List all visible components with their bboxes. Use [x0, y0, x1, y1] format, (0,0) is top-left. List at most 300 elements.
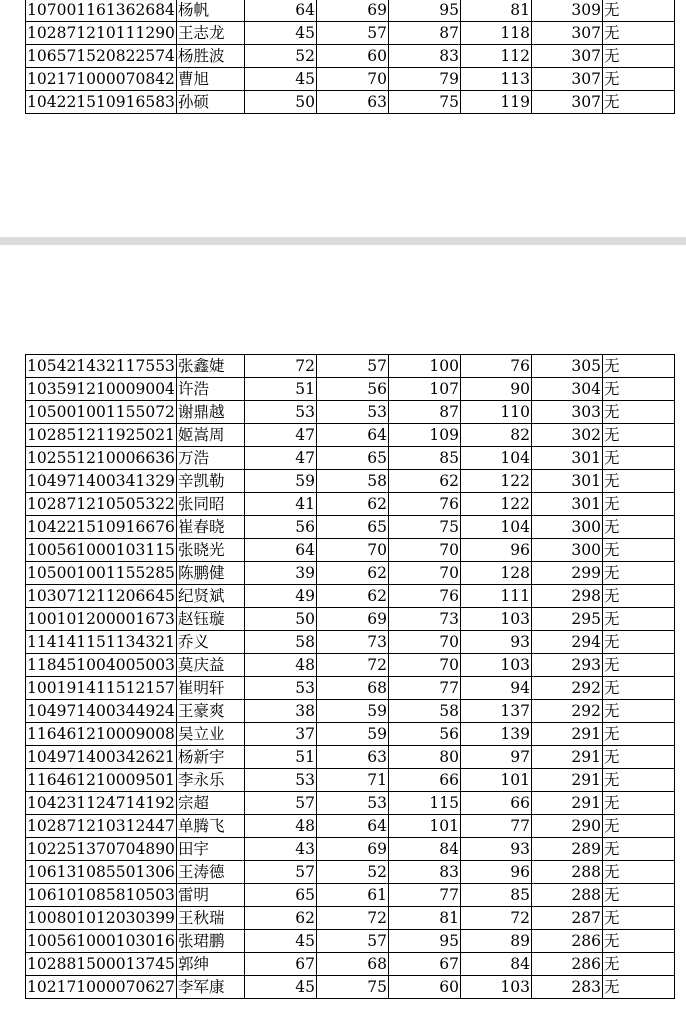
- note-cell: 无: [602, 424, 674, 447]
- score-4-cell: 85: [460, 884, 531, 907]
- candidate-id-cell: 106101085810503: [26, 884, 177, 907]
- total-score-cell: 302: [531, 424, 602, 447]
- note-cell: 无: [602, 22, 674, 45]
- score-1-cell: 49: [244, 585, 316, 608]
- score-2-cell: 64: [316, 424, 388, 447]
- candidate-id-cell: 100561000103115: [26, 539, 177, 562]
- score-3-cell: 100: [388, 355, 460, 378]
- score-4-cell: 103: [460, 608, 531, 631]
- score-2-cell: 53: [316, 792, 388, 815]
- total-score-cell: 305: [531, 355, 602, 378]
- table-row: [26, 654, 675, 677]
- candidate-id-cell: 104971400344924: [26, 700, 177, 723]
- note-cell: 无: [602, 792, 674, 815]
- candidate-id-cell: 102851211925021: [26, 424, 177, 447]
- table-row: [26, 769, 675, 792]
- table-row: [26, 838, 675, 861]
- candidate-id-cell: 104221510916676: [26, 516, 177, 539]
- score-1-cell: 65: [244, 884, 316, 907]
- table-row: [26, 677, 675, 700]
- total-score-cell: 291: [531, 769, 602, 792]
- note-cell: 无: [602, 585, 674, 608]
- note-cell: 无: [602, 447, 674, 470]
- note-cell: 无: [602, 0, 674, 22]
- total-score-cell: 286: [531, 953, 602, 976]
- candidate-name-cell: 杨新宇: [176, 746, 244, 769]
- table-row: [26, 976, 675, 999]
- candidate-id-cell: 100101200001673: [26, 608, 177, 631]
- total-score-cell: 288: [531, 884, 602, 907]
- note-cell: 无: [602, 562, 674, 585]
- table-row: [26, 355, 675, 378]
- total-score-cell: 307: [531, 45, 602, 68]
- score-2-cell: 65: [316, 516, 388, 539]
- candidate-name-cell: 许浩: [176, 378, 244, 401]
- note-cell: 无: [602, 45, 674, 68]
- score-2-cell: 61: [316, 884, 388, 907]
- score-4-cell: 93: [460, 631, 531, 654]
- candidate-id-cell: 100801012030399: [26, 907, 177, 930]
- candidate-name-cell: 纪贤斌: [176, 585, 244, 608]
- total-score-cell: 288: [531, 861, 602, 884]
- score-4-cell: 112: [460, 45, 531, 68]
- score-3-cell: 84: [388, 838, 460, 861]
- table-row: [26, 884, 675, 907]
- score-4-cell: 104: [460, 516, 531, 539]
- score-3-cell: 58: [388, 700, 460, 723]
- score-3-cell: 67: [388, 953, 460, 976]
- score-1-cell: 39: [244, 562, 316, 585]
- score-4-cell: 89: [460, 930, 531, 953]
- score-3-cell: 70: [388, 562, 460, 585]
- total-score-cell: 303: [531, 401, 602, 424]
- table-row: [26, 516, 675, 539]
- score-4-cell: 122: [460, 493, 531, 516]
- candidate-name-cell: 王涛德: [176, 861, 244, 884]
- score-3-cell: 81: [388, 907, 460, 930]
- score-4-cell: 119: [460, 91, 531, 114]
- score-1-cell: 64: [244, 0, 316, 22]
- score-4-cell: 96: [460, 861, 531, 884]
- score-4-cell: 101: [460, 769, 531, 792]
- score-3-cell: 77: [388, 884, 460, 907]
- total-score-cell: 291: [531, 723, 602, 746]
- total-score-cell: 289: [531, 838, 602, 861]
- candidate-name-cell: 姬嵩周: [176, 424, 244, 447]
- candidate-id-cell: 102871210111290: [26, 22, 177, 45]
- note-cell: 无: [602, 493, 674, 516]
- score-3-cell: 95: [388, 930, 460, 953]
- score-3-cell: 77: [388, 677, 460, 700]
- total-score-cell: 286: [531, 930, 602, 953]
- score-table-bottom-body: [26, 355, 675, 999]
- score-2-cell: 69: [316, 608, 388, 631]
- note-cell: 无: [602, 976, 674, 999]
- note-cell: 无: [602, 470, 674, 493]
- score-4-cell: 93: [460, 838, 531, 861]
- total-score-cell: 287: [531, 907, 602, 930]
- score-4-cell: 72: [460, 907, 531, 930]
- score-4-cell: 118: [460, 22, 531, 45]
- table-row: [26, 585, 675, 608]
- table-row: [26, 792, 675, 815]
- table-row: [26, 470, 675, 493]
- candidate-name-cell: 田宇: [176, 838, 244, 861]
- score-1-cell: 62: [244, 907, 316, 930]
- score-3-cell: 83: [388, 45, 460, 68]
- table-row: [26, 45, 675, 68]
- total-score-cell: 298: [531, 585, 602, 608]
- score-4-cell: 137: [460, 700, 531, 723]
- score-2-cell: 59: [316, 723, 388, 746]
- candidate-name-cell: 谢鼎越: [176, 401, 244, 424]
- candidate-name-cell: 万浩: [176, 447, 244, 470]
- page-bottom-section: [0, 245, 686, 1013]
- candidate-id-cell: 116461210009501: [26, 769, 177, 792]
- note-cell: 无: [602, 608, 674, 631]
- candidate-name-cell: 吴立业: [176, 723, 244, 746]
- total-score-cell: 291: [531, 746, 602, 769]
- page-separator: [0, 237, 686, 245]
- total-score-cell: 304: [531, 378, 602, 401]
- note-cell: 无: [602, 91, 674, 114]
- score-table-bottom: [25, 354, 675, 999]
- total-score-cell: 295: [531, 608, 602, 631]
- score-2-cell: 73: [316, 631, 388, 654]
- score-3-cell: 76: [388, 585, 460, 608]
- candidate-id-cell: 104971400342621: [26, 746, 177, 769]
- candidate-name-cell: 单腾飞: [176, 815, 244, 838]
- score-1-cell: 45: [244, 22, 316, 45]
- score-4-cell: 103: [460, 654, 531, 677]
- score-4-cell: 94: [460, 677, 531, 700]
- score-table-top-body: [26, 0, 675, 114]
- table-row: [26, 91, 675, 114]
- score-2-cell: 57: [316, 22, 388, 45]
- score-1-cell: 64: [244, 539, 316, 562]
- candidate-id-cell: 102171000070842: [26, 68, 177, 91]
- score-1-cell: 50: [244, 608, 316, 631]
- score-1-cell: 53: [244, 769, 316, 792]
- candidate-name-cell: 崔明轩: [176, 677, 244, 700]
- score-3-cell: 87: [388, 22, 460, 45]
- score-3-cell: 75: [388, 91, 460, 114]
- score-1-cell: 48: [244, 815, 316, 838]
- table-row: [26, 631, 675, 654]
- score-table-top: [25, 0, 675, 114]
- score-2-cell: 69: [316, 838, 388, 861]
- candidate-id-cell: 116461210009008: [26, 723, 177, 746]
- table-row: [26, 22, 675, 45]
- score-3-cell: 70: [388, 631, 460, 654]
- note-cell: 无: [602, 838, 674, 861]
- score-1-cell: 59: [244, 470, 316, 493]
- score-3-cell: 85: [388, 447, 460, 470]
- score-4-cell: 110: [460, 401, 531, 424]
- score-1-cell: 53: [244, 677, 316, 700]
- score-4-cell: 84: [460, 953, 531, 976]
- score-3-cell: 66: [388, 769, 460, 792]
- score-1-cell: 37: [244, 723, 316, 746]
- score-3-cell: 80: [388, 746, 460, 769]
- score-1-cell: 41: [244, 493, 316, 516]
- score-1-cell: 67: [244, 953, 316, 976]
- table-row: [26, 68, 675, 91]
- note-cell: 无: [602, 654, 674, 677]
- candidate-name-cell: 张鑫婕: [176, 355, 244, 378]
- note-cell: 无: [602, 378, 674, 401]
- score-2-cell: 71: [316, 769, 388, 792]
- score-3-cell: 75: [388, 516, 460, 539]
- score-2-cell: 62: [316, 562, 388, 585]
- candidate-name-cell: 张珺鹏: [176, 930, 244, 953]
- score-1-cell: 51: [244, 378, 316, 401]
- score-2-cell: 72: [316, 654, 388, 677]
- total-score-cell: 307: [531, 68, 602, 91]
- score-2-cell: 64: [316, 815, 388, 838]
- score-3-cell: 76: [388, 493, 460, 516]
- candidate-id-cell: 102871210312447: [26, 815, 177, 838]
- score-1-cell: 57: [244, 792, 316, 815]
- total-score-cell: 292: [531, 700, 602, 723]
- score-3-cell: 101: [388, 815, 460, 838]
- score-3-cell: 62: [388, 470, 460, 493]
- score-2-cell: 62: [316, 585, 388, 608]
- table-row: [26, 562, 675, 585]
- candidate-name-cell: 张晓光: [176, 539, 244, 562]
- score-1-cell: 58: [244, 631, 316, 654]
- candidate-name-cell: 郭绅: [176, 953, 244, 976]
- table-row: [26, 0, 675, 22]
- score-2-cell: 57: [316, 355, 388, 378]
- total-score-cell: 292: [531, 677, 602, 700]
- score-2-cell: 56: [316, 378, 388, 401]
- score-4-cell: 90: [460, 378, 531, 401]
- score-2-cell: 68: [316, 953, 388, 976]
- candidate-id-cell: 100191411512157: [26, 677, 177, 700]
- candidate-id-cell: 100561000103016: [26, 930, 177, 953]
- note-cell: 无: [602, 700, 674, 723]
- note-cell: 无: [602, 953, 674, 976]
- total-score-cell: 290: [531, 815, 602, 838]
- score-2-cell: 72: [316, 907, 388, 930]
- candidate-name-cell: 杨帆: [176, 0, 244, 22]
- score-2-cell: 58: [316, 470, 388, 493]
- score-2-cell: 59: [316, 700, 388, 723]
- table-row: [26, 953, 675, 976]
- note-cell: 无: [602, 769, 674, 792]
- note-cell: 无: [602, 539, 674, 562]
- candidate-id-cell: 106571520822574: [26, 45, 177, 68]
- score-3-cell: 70: [388, 539, 460, 562]
- total-score-cell: 307: [531, 91, 602, 114]
- table-row: [26, 608, 675, 631]
- score-3-cell: 109: [388, 424, 460, 447]
- score-1-cell: 52: [244, 45, 316, 68]
- candidate-name-cell: 王志龙: [176, 22, 244, 45]
- candidate-id-cell: 105421432117553: [26, 355, 177, 378]
- score-4-cell: 97: [460, 746, 531, 769]
- score-4-cell: 113: [460, 68, 531, 91]
- total-score-cell: 283: [531, 976, 602, 999]
- note-cell: 无: [602, 884, 674, 907]
- score-1-cell: 38: [244, 700, 316, 723]
- candidate-id-cell: 105001001155285: [26, 562, 177, 585]
- score-2-cell: 65: [316, 447, 388, 470]
- score-3-cell: 107: [388, 378, 460, 401]
- table-row: [26, 930, 675, 953]
- note-cell: 无: [602, 68, 674, 91]
- total-score-cell: 294: [531, 631, 602, 654]
- score-2-cell: 75: [316, 976, 388, 999]
- candidate-name-cell: 张同昭: [176, 493, 244, 516]
- total-score-cell: 291: [531, 792, 602, 815]
- note-cell: 无: [602, 746, 674, 769]
- score-1-cell: 51: [244, 746, 316, 769]
- score-2-cell: 68: [316, 677, 388, 700]
- candidate-name-cell: 曹旭: [176, 68, 244, 91]
- note-cell: 无: [602, 861, 674, 884]
- score-1-cell: 45: [244, 976, 316, 999]
- candidate-id-cell: 103591210009004: [26, 378, 177, 401]
- candidate-name-cell: 李军康: [176, 976, 244, 999]
- total-score-cell: 300: [531, 516, 602, 539]
- score-2-cell: 63: [316, 746, 388, 769]
- score-3-cell: 73: [388, 608, 460, 631]
- candidate-id-cell: 102251370704890: [26, 838, 177, 861]
- score-2-cell: 63: [316, 91, 388, 114]
- note-cell: 无: [602, 815, 674, 838]
- total-score-cell: 300: [531, 539, 602, 562]
- total-score-cell: 301: [531, 493, 602, 516]
- score-4-cell: 104: [460, 447, 531, 470]
- score-1-cell: 45: [244, 930, 316, 953]
- score-4-cell: 103: [460, 976, 531, 999]
- note-cell: 无: [602, 723, 674, 746]
- score-1-cell: 45: [244, 68, 316, 91]
- page-top-section: [0, 0, 686, 237]
- score-1-cell: 47: [244, 447, 316, 470]
- candidate-name-cell: 孙硕: [176, 91, 244, 114]
- score-1-cell: 72: [244, 355, 316, 378]
- total-score-cell: 309: [531, 0, 602, 22]
- score-4-cell: 66: [460, 792, 531, 815]
- score-4-cell: 77: [460, 815, 531, 838]
- candidate-id-cell: 104971400341329: [26, 470, 177, 493]
- candidate-id-cell: 102551210006636: [26, 447, 177, 470]
- table-row: [26, 815, 675, 838]
- table-row: [26, 723, 675, 746]
- total-score-cell: 299: [531, 562, 602, 585]
- table-row: [26, 861, 675, 884]
- table-row: [26, 401, 675, 424]
- candidate-name-cell: 王豪爽: [176, 700, 244, 723]
- candidate-name-cell: 乔义: [176, 631, 244, 654]
- score-2-cell: 69: [316, 0, 388, 22]
- score-1-cell: 48: [244, 654, 316, 677]
- candidate-id-cell: 114141151134321: [26, 631, 177, 654]
- candidate-id-cell: 118451004005003: [26, 654, 177, 677]
- note-cell: 无: [602, 631, 674, 654]
- note-cell: 无: [602, 930, 674, 953]
- score-3-cell: 56: [388, 723, 460, 746]
- score-4-cell: 111: [460, 585, 531, 608]
- candidate-name-cell: 莫庆益: [176, 654, 244, 677]
- candidate-id-cell: 107001161362684: [26, 0, 177, 22]
- candidate-id-cell: 102881500013745: [26, 953, 177, 976]
- score-4-cell: 139: [460, 723, 531, 746]
- candidate-id-cell: 105001001155072: [26, 401, 177, 424]
- score-1-cell: 56: [244, 516, 316, 539]
- score-1-cell: 50: [244, 91, 316, 114]
- score-2-cell: 60: [316, 45, 388, 68]
- candidate-id-cell: 104231124714192: [26, 792, 177, 815]
- table-row: [26, 746, 675, 769]
- score-2-cell: 70: [316, 539, 388, 562]
- score-3-cell: 87: [388, 401, 460, 424]
- score-1-cell: 43: [244, 838, 316, 861]
- candidate-id-cell: 102171000070627: [26, 976, 177, 999]
- candidate-name-cell: 赵钰璇: [176, 608, 244, 631]
- note-cell: 无: [602, 677, 674, 700]
- score-3-cell: 70: [388, 654, 460, 677]
- candidate-name-cell: 宗超: [176, 792, 244, 815]
- candidate-name-cell: 崔春晓: [176, 516, 244, 539]
- candidate-name-cell: 王秋瑞: [176, 907, 244, 930]
- candidate-name-cell: 辛凯勒: [176, 470, 244, 493]
- score-4-cell: 128: [460, 562, 531, 585]
- score-3-cell: 79: [388, 68, 460, 91]
- score-3-cell: 83: [388, 861, 460, 884]
- note-cell: 无: [602, 355, 674, 378]
- note-cell: 无: [602, 907, 674, 930]
- table-row: [26, 378, 675, 401]
- total-score-cell: 301: [531, 470, 602, 493]
- candidate-id-cell: 104221510916583: [26, 91, 177, 114]
- score-4-cell: 76: [460, 355, 531, 378]
- candidate-name-cell: 李永乐: [176, 769, 244, 792]
- score-4-cell: 82: [460, 424, 531, 447]
- table-row: [26, 539, 675, 562]
- candidate-id-cell: 106131085501306: [26, 861, 177, 884]
- total-score-cell: 301: [531, 447, 602, 470]
- score-4-cell: 122: [460, 470, 531, 493]
- candidate-id-cell: 103071211206645: [26, 585, 177, 608]
- candidate-id-cell: 102871210505322: [26, 493, 177, 516]
- score-2-cell: 70: [316, 68, 388, 91]
- table-row: [26, 907, 675, 930]
- score-1-cell: 57: [244, 861, 316, 884]
- table-row: [26, 447, 675, 470]
- total-score-cell: 307: [531, 22, 602, 45]
- score-1-cell: 47: [244, 424, 316, 447]
- score-1-cell: 53: [244, 401, 316, 424]
- candidate-name-cell: 杨胜波: [176, 45, 244, 68]
- note-cell: 无: [602, 401, 674, 424]
- score-3-cell: 95: [388, 0, 460, 22]
- score-2-cell: 57: [316, 930, 388, 953]
- total-score-cell: 293: [531, 654, 602, 677]
- score-2-cell: 52: [316, 861, 388, 884]
- score-2-cell: 62: [316, 493, 388, 516]
- candidate-name-cell: 雷明: [176, 884, 244, 907]
- table-row: [26, 493, 675, 516]
- table-row: [26, 424, 675, 447]
- candidate-name-cell: 陈鹏健: [176, 562, 244, 585]
- score-3-cell: 60: [388, 976, 460, 999]
- score-4-cell: 96: [460, 539, 531, 562]
- score-3-cell: 115: [388, 792, 460, 815]
